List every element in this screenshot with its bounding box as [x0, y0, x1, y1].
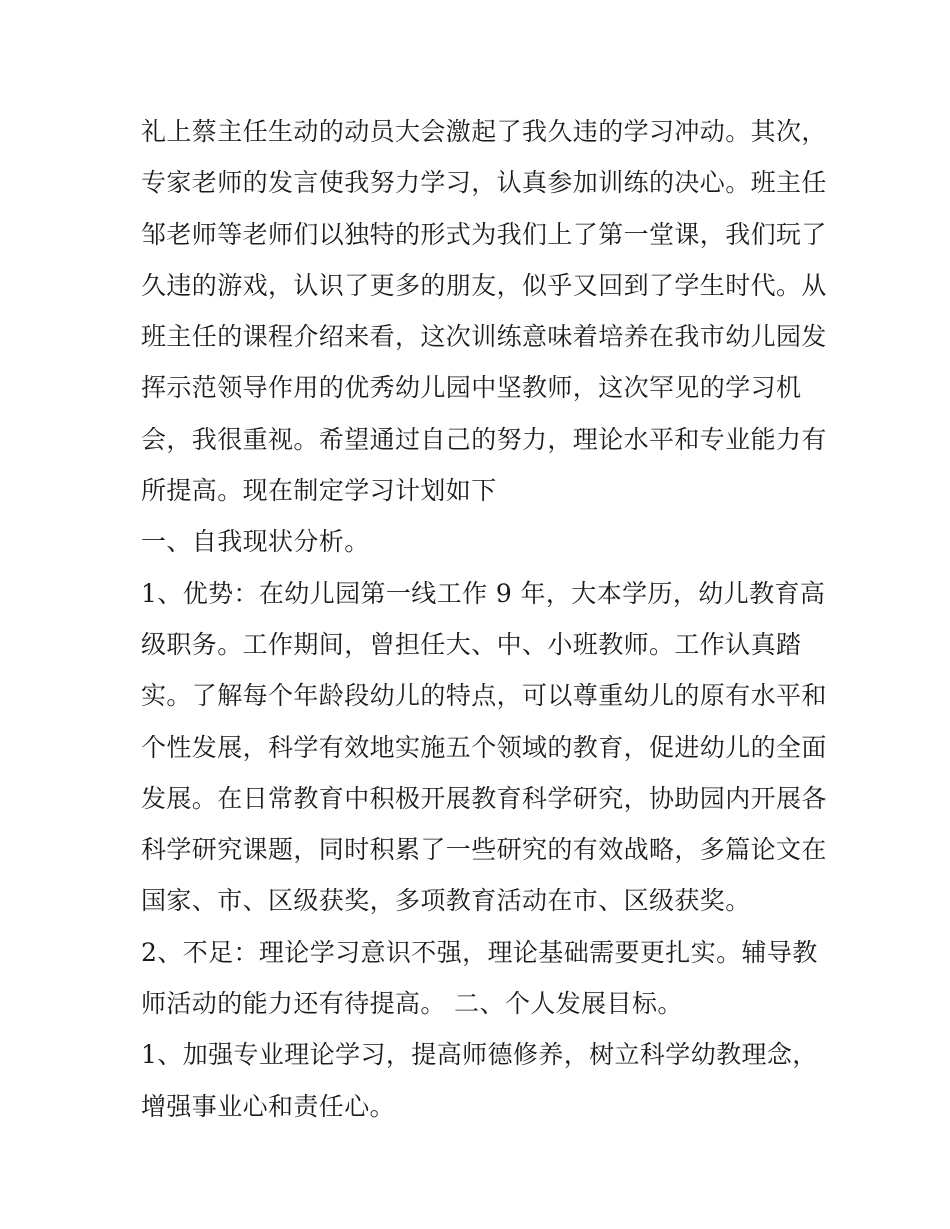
text-line: 国家、市、区级获奖，多项教育活动在市、区级获奖。: [141, 886, 751, 916]
text-line: 专家老师的发言使我努力学习，认真参加训练的决心。班主任: [141, 168, 827, 198]
text-line: 1、优势：在幼儿园第一线工作 9 年，大本学历，幼儿教育高: [141, 578, 826, 608]
text-line: 1、加强专业理论学习，提高师德修养，树立科学幼教理念，: [141, 1040, 818, 1070]
text-line: 所提高。现在制定学习计划如下: [141, 476, 497, 506]
text-line: 2、不足：理论学习意识不强，理论基础需要更扎实。辅导教: [141, 937, 818, 967]
text-line: 实。了解每个年龄段幼儿的特点，可以尊重幼儿的原有水平和: [141, 681, 827, 711]
text-line: 礼上蔡主任生动的动员大会激起了我久违的学习冲动。其次，: [141, 117, 827, 146]
body-text: [141, 106, 831, 1132]
text-line: 科学研究课题，同时积累了一些研究的有效战略，多篇论文在: [141, 835, 827, 865]
text-line: 级职务。工作期间，曾担任大、中、小班教师。工作认真踏: [141, 629, 802, 659]
text-line: 班主任的课程介绍来看，这次训练意味着培养在我市幼儿园发: [141, 322, 827, 352]
text-line: 个性发展，科学有效地实施五个领域的教育，促进幼儿的全面: [141, 732, 827, 762]
text-line: 增强事业心和责任心。: [141, 1091, 396, 1121]
text-line: 发展。在日常教育中积极开展教育科学研究，协助园内开展各: [141, 783, 827, 813]
text-line: 会，我很重视。希望通过自己的努力，理论水平和专业能力有: [141, 424, 827, 454]
text-line: 久违的游戏，认识了更多的朋友，似乎又回到了学生时代。从: [141, 270, 827, 300]
section-heading: 一、自我现状分析。: [141, 527, 370, 557]
text-line: 挥示范领导作用的优秀幼儿园中坚教师，这次罕见的学习机: [141, 373, 802, 403]
text-line: 师活动的能力还有待提高。 二、个人发展目标。: [141, 989, 683, 1019]
text-line: 邹老师等老师们以独特的形式为我们上了第一堂课，我们玩了: [141, 219, 827, 249]
